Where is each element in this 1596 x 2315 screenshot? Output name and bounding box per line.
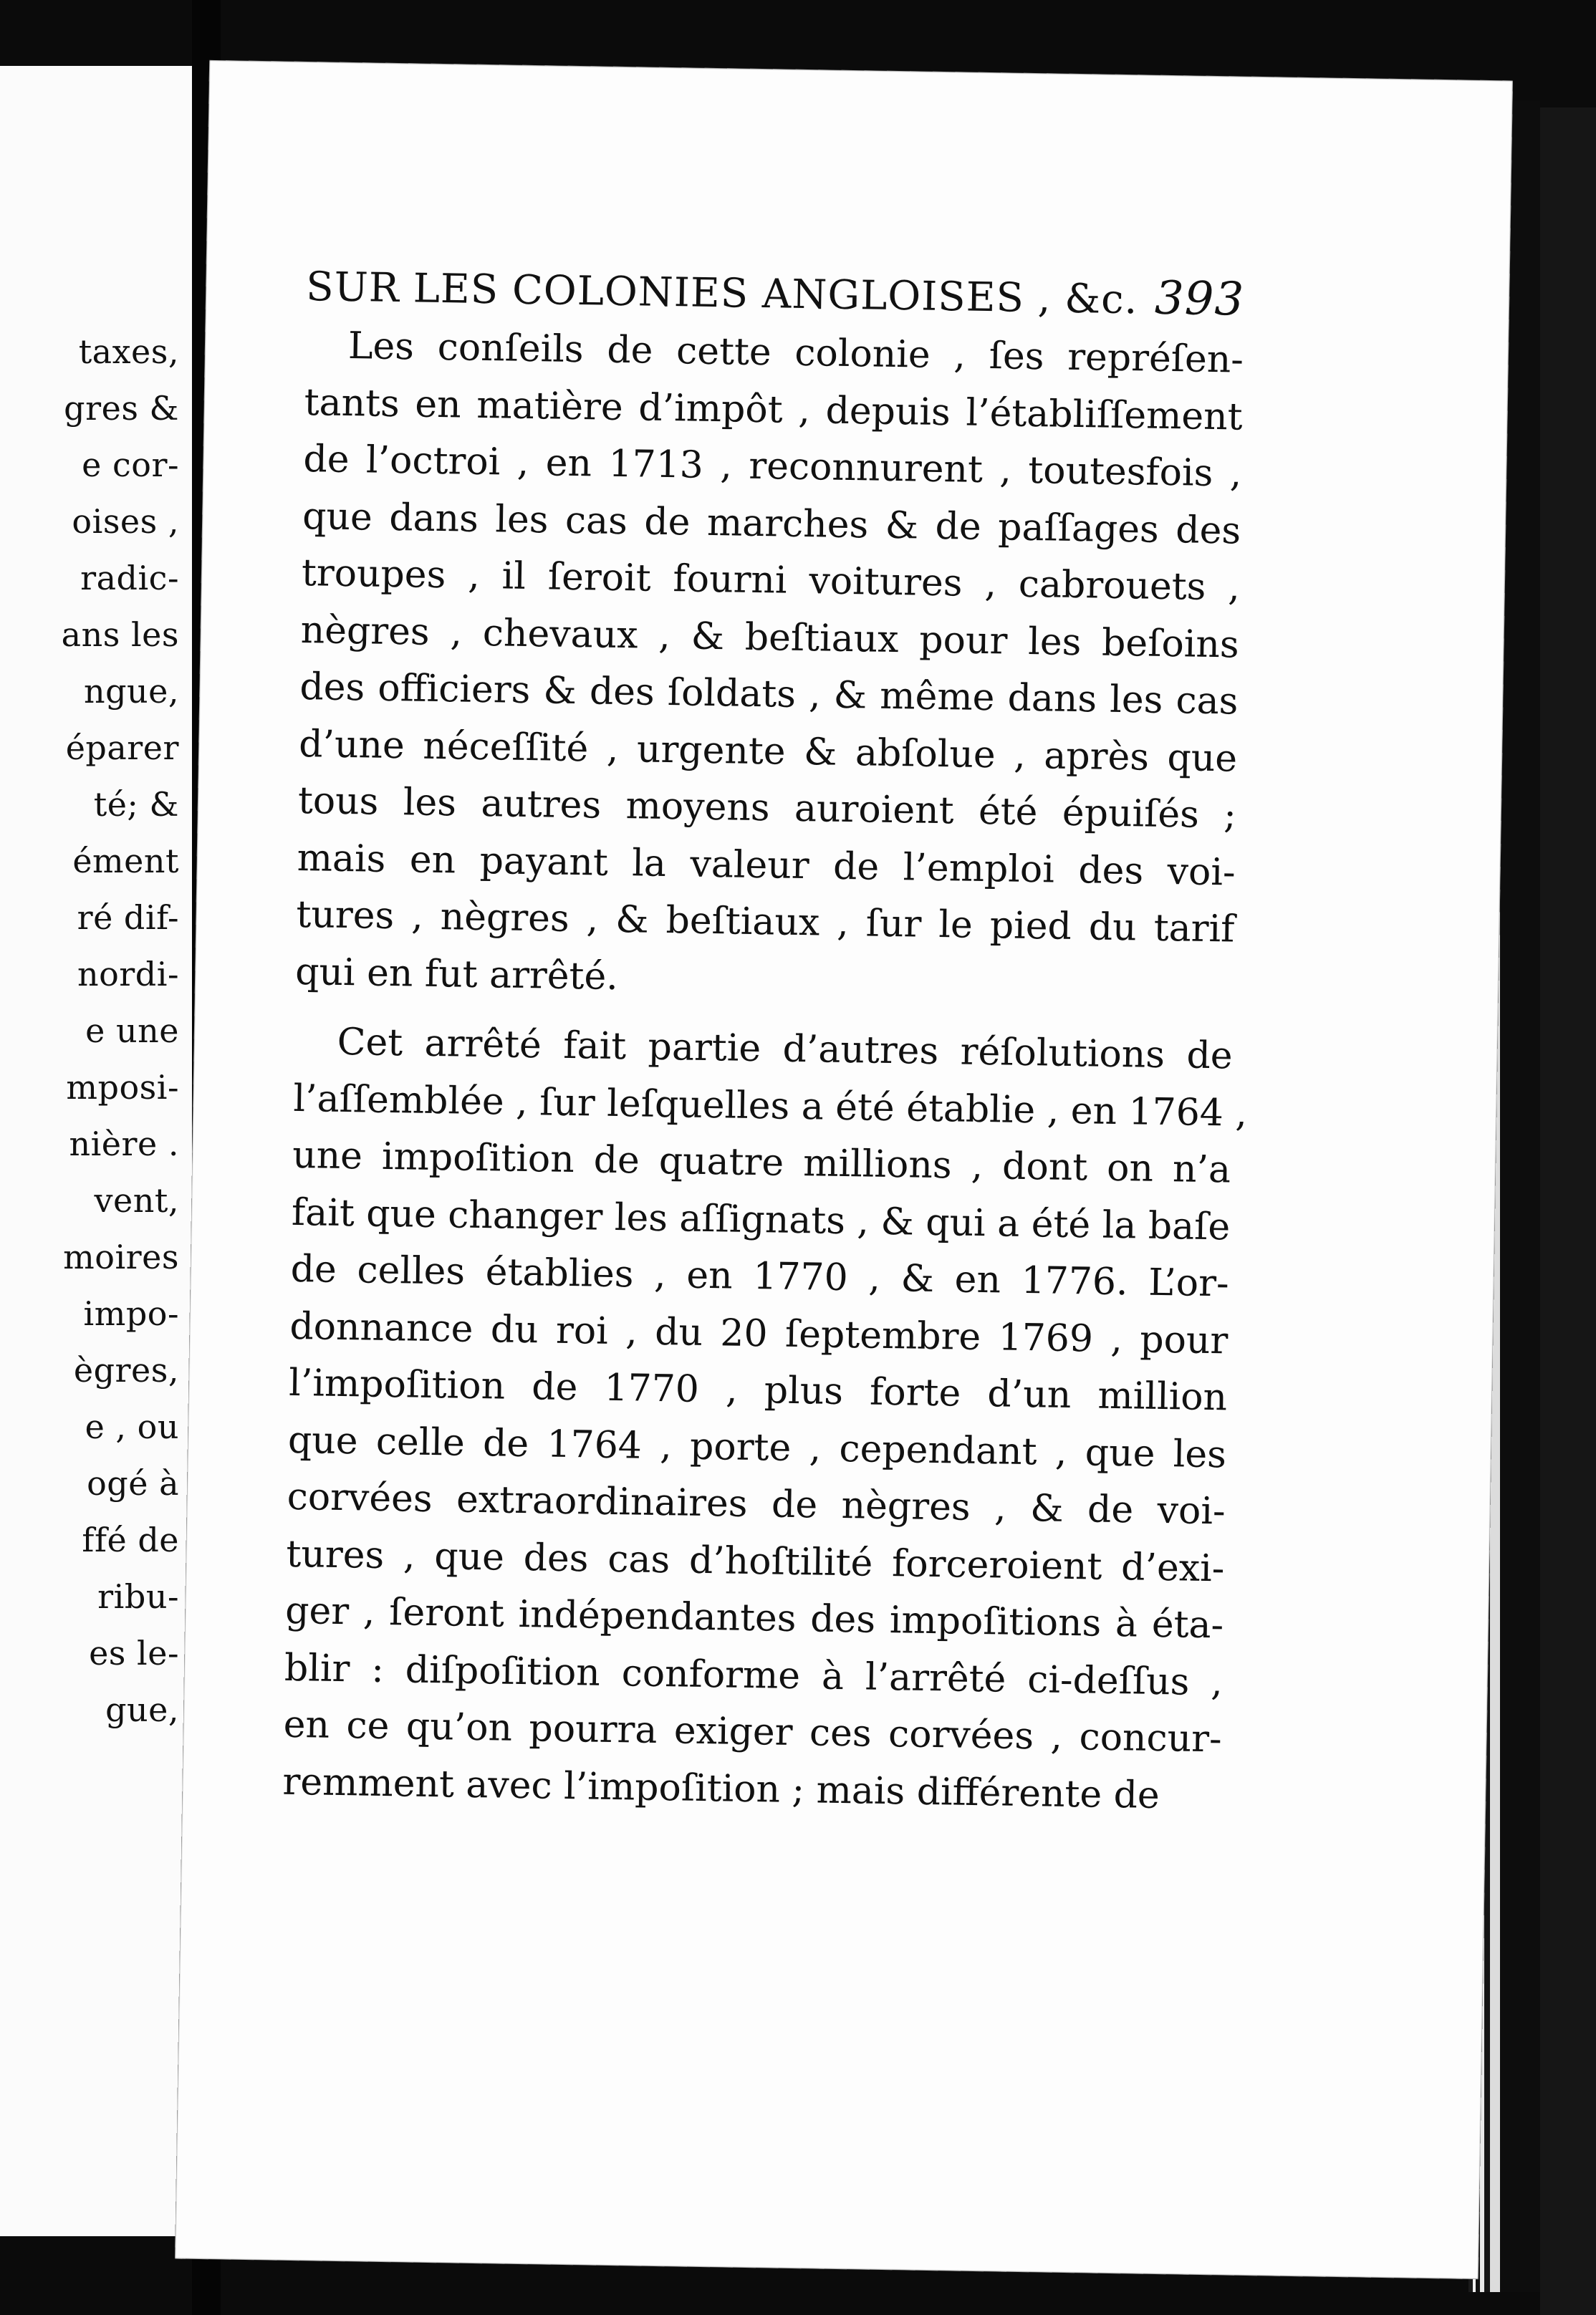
text-line: blir : diſpoſition conforme à l’arrêté ci-deſſus , xyxy=(284,1646,1224,1704)
left-page-line: impo- xyxy=(83,1294,179,1333)
left-page-line: ffé de xyxy=(82,1521,179,1559)
book-page xyxy=(175,60,1513,2279)
text-line: l’impoſition de 1770 , plus forte d’un million xyxy=(288,1361,1228,1420)
text-line: des officiers & des ſoldats , & même dans les cas xyxy=(299,665,1239,723)
left-page-line: oises , xyxy=(72,502,179,541)
text-line: Les conſeils de cette colonie , ſes repréſen- xyxy=(347,324,1244,382)
text-line: que dans les cas de marches & de paſſages des xyxy=(302,494,1241,553)
text-line: Cet arrêté fait partie d’autres réſolutions de xyxy=(337,1020,1234,1078)
running-head-title: SUR LES COLONIES ANGLOISES , &c. xyxy=(305,264,1138,324)
text-line: que celle de 1764 , porte , cependant , que les xyxy=(287,1418,1227,1476)
left-page-line: gres & xyxy=(64,389,179,428)
text-line: en ce qu’on pourra exiger ces corvées , concur- xyxy=(283,1703,1223,1761)
paragraph-1 xyxy=(295,317,1244,1015)
text-line: tures , que des cas d’hoſtilité forceroient d’exi- xyxy=(286,1532,1225,1590)
paragraph-2 xyxy=(282,1014,1248,1825)
text-line: tous les autres moyens auroient été épuiſés ; xyxy=(297,779,1237,837)
text-line: d’une néceſſité , urgente & abſolue , après que xyxy=(298,722,1238,781)
text-line: tures , nègres , & beſtiaux , ſur le pied du tarif xyxy=(296,892,1235,951)
left-page-line: ément xyxy=(72,842,179,880)
text-line: nègres , chevaux , & beſtiaux pour les beſoins xyxy=(300,608,1240,667)
left-page-line: e une xyxy=(85,1011,179,1050)
left-page-line: ègres, xyxy=(73,1351,179,1390)
left-page-line: vent, xyxy=(94,1181,179,1220)
left-page-line: es le- xyxy=(89,1634,179,1673)
left-page-line: e cor- xyxy=(82,446,179,484)
text-line: donnance du roi , du 20 ſeptembre 1769 , pour xyxy=(289,1304,1229,1362)
text-line: qui en fut arrêté. xyxy=(294,950,619,998)
left-facing-page xyxy=(0,66,192,2236)
left-page-line: éparer xyxy=(65,728,179,767)
page-number: 393 xyxy=(1154,271,1245,327)
left-page-line: nordi- xyxy=(77,955,179,993)
left-page-line: taxes, xyxy=(78,332,179,371)
text-line: de celles établies , en 1770 , & en 1776. L’or- xyxy=(290,1247,1230,1306)
left-page-line: gue, xyxy=(105,1690,179,1729)
text-line: troupes , il ſeroit fourni voitures , cabrouets , xyxy=(301,552,1241,610)
text-line: l’aſſemblée , ſur leſquelles a été établie , en 1764 , xyxy=(292,1077,1248,1135)
left-page-line: ogé à xyxy=(87,1464,179,1503)
text-line: une impoſition de quatre millions , dont on n’a xyxy=(292,1133,1231,1192)
left-page-line: ré dif- xyxy=(77,898,179,937)
left-page-line: moires xyxy=(63,1238,179,1276)
left-page-line: e , ou xyxy=(85,1407,179,1446)
left-page-line: ans les xyxy=(61,615,179,654)
left-page-line: ribu- xyxy=(97,1577,179,1616)
scan-border xyxy=(1540,107,1596,2315)
left-page-line: mposi- xyxy=(66,1068,179,1107)
text-line: tants en matière d’impôt , depuis l’établiſſement xyxy=(304,380,1244,439)
left-page-line: ngue, xyxy=(83,672,179,711)
left-page-line: nière . xyxy=(69,1125,179,1163)
text-line: corvées extraordinaires de nègres , & de voi- xyxy=(287,1475,1226,1534)
text-line: ger , ſeront indépendantes des impoſitions à éta- xyxy=(284,1589,1224,1647)
left-page-line: radic- xyxy=(80,559,179,597)
text-line: de l’octroi , en 1713 , reconnurent , toutesfois , xyxy=(303,438,1242,496)
left-page-line: té; & xyxy=(93,785,179,824)
text-line: mais en payant la valeur de l’emploi des voi- xyxy=(297,836,1236,895)
text-line: remment avec l’impoſition ; mais différente de xyxy=(282,1760,1160,1817)
page-text-block xyxy=(282,255,1248,1825)
text-line: fait que changer les aſſignats , & qui a été la baſe xyxy=(291,1190,1231,1248)
